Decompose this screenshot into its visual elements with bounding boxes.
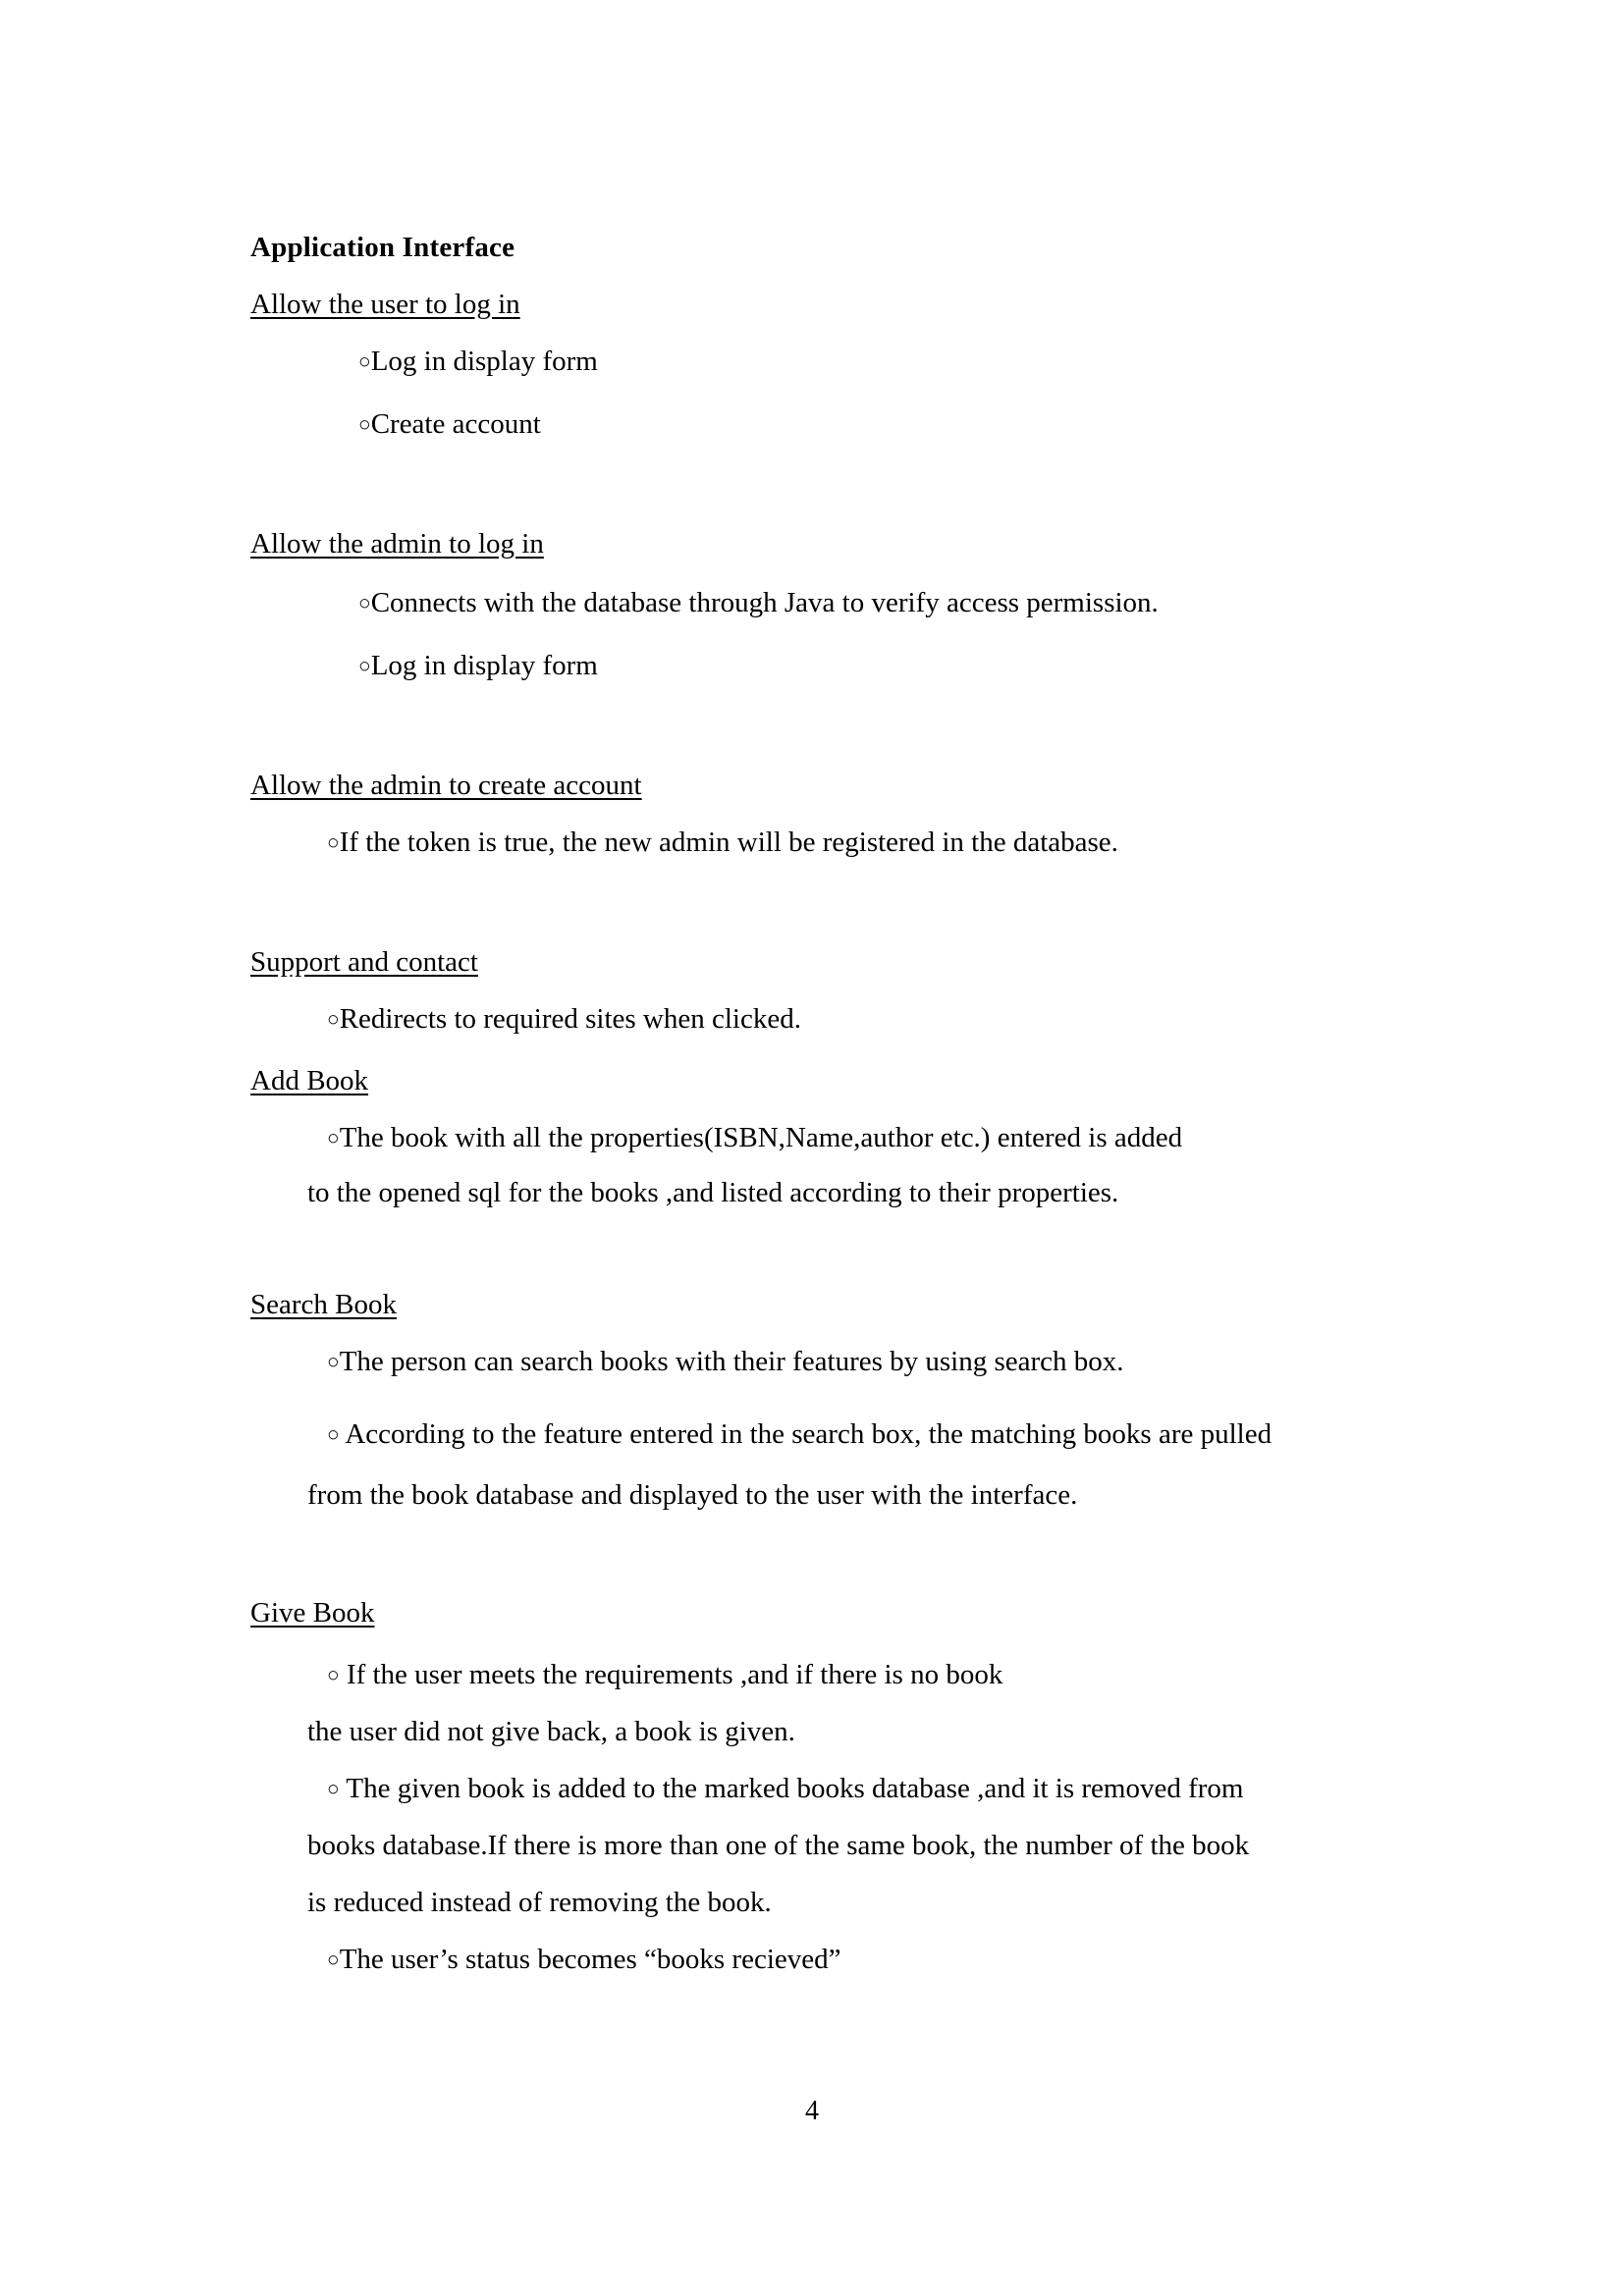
list-item [358, 587, 1159, 619]
list-item-continuation: from the book database and displayed to the user with the interface. [307, 1479, 1078, 1511]
list-item [327, 1944, 841, 1976]
bullet-circle-icon: ○ [327, 1777, 340, 1800]
section-heading: Support and contact [250, 946, 478, 978]
list-item-text: If the token is true, the new admin will be registered in the database. [339, 827, 1118, 858]
bullet-circle-icon: ○ [327, 1663, 340, 1686]
page-number: 4 [805, 2096, 819, 2126]
list-item [358, 346, 598, 378]
list-item-text: The user’s status becomes “books recieved” [339, 1944, 841, 1975]
list-item [327, 1003, 801, 1036]
list-item-text: Create account [370, 408, 541, 440]
section-heading: Add Book [250, 1065, 369, 1096]
list-item-text: If the user meets the requirements ,and if there is no book [339, 1659, 1003, 1690]
bullet-circle-icon: ○ [358, 654, 371, 677]
bullet-circle-icon: ○ [358, 349, 371, 373]
list-item-text: Redirects to required sites when clicked. [339, 1003, 801, 1035]
list-item-text: Log in display form [370, 650, 598, 681]
list-item-text: Log in display form [370, 346, 598, 377]
list-item [358, 408, 541, 441]
list-item-text: According to the feature entered in the search box, the matching books are pulled [339, 1418, 1272, 1450]
list-item-text: The given book is added to the marked books database ,and it is removed from [339, 1773, 1244, 1804]
bullet-circle-icon: ○ [358, 591, 371, 614]
section-heading: Give Book [250, 1597, 375, 1629]
list-item-continuation: is reduced instead of removing the book. [307, 1887, 772, 1918]
section-heading: Search Book [250, 1289, 397, 1320]
bullet-circle-icon: ○ [327, 1007, 340, 1031]
list-item-continuation: books database.If there is more than one of the same book, the number of the book [307, 1830, 1250, 1861]
list-item [327, 1659, 1002, 1691]
bullet-circle-icon: ○ [327, 1948, 340, 1971]
list-item-continuation: the user did not give back, a book is given. [307, 1716, 795, 1747]
list-item [327, 1346, 1124, 1378]
list-item-text: Connects with the database through Java to verify access permission. [370, 587, 1159, 618]
list-item [327, 827, 1118, 859]
list-item-text: The book with all the properties(ISBN,Name,author etc.) entered is added [339, 1122, 1183, 1153]
bullet-circle-icon: ○ [327, 1350, 340, 1373]
section-heading: Allow the user to log in [250, 289, 520, 320]
section-heading: Allow the admin to create account [250, 770, 642, 801]
bullet-circle-icon: ○ [327, 1126, 340, 1149]
section-heading: Allow the admin to log in [250, 528, 544, 560]
list-item [327, 1122, 1182, 1154]
bullet-circle-icon: ○ [327, 830, 340, 854]
list-item [358, 650, 598, 682]
bullet-circle-icon: ○ [327, 1422, 340, 1446]
list-item [327, 1773, 1243, 1805]
list-item-continuation: to the opened sql for the books ,and listed according to their properties. [307, 1177, 1119, 1208]
list-item-text: The person can search books with their features by using search box. [339, 1346, 1124, 1377]
page-title: Application Interface [250, 232, 515, 263]
bullet-circle-icon: ○ [358, 412, 371, 436]
list-item [327, 1418, 1272, 1451]
